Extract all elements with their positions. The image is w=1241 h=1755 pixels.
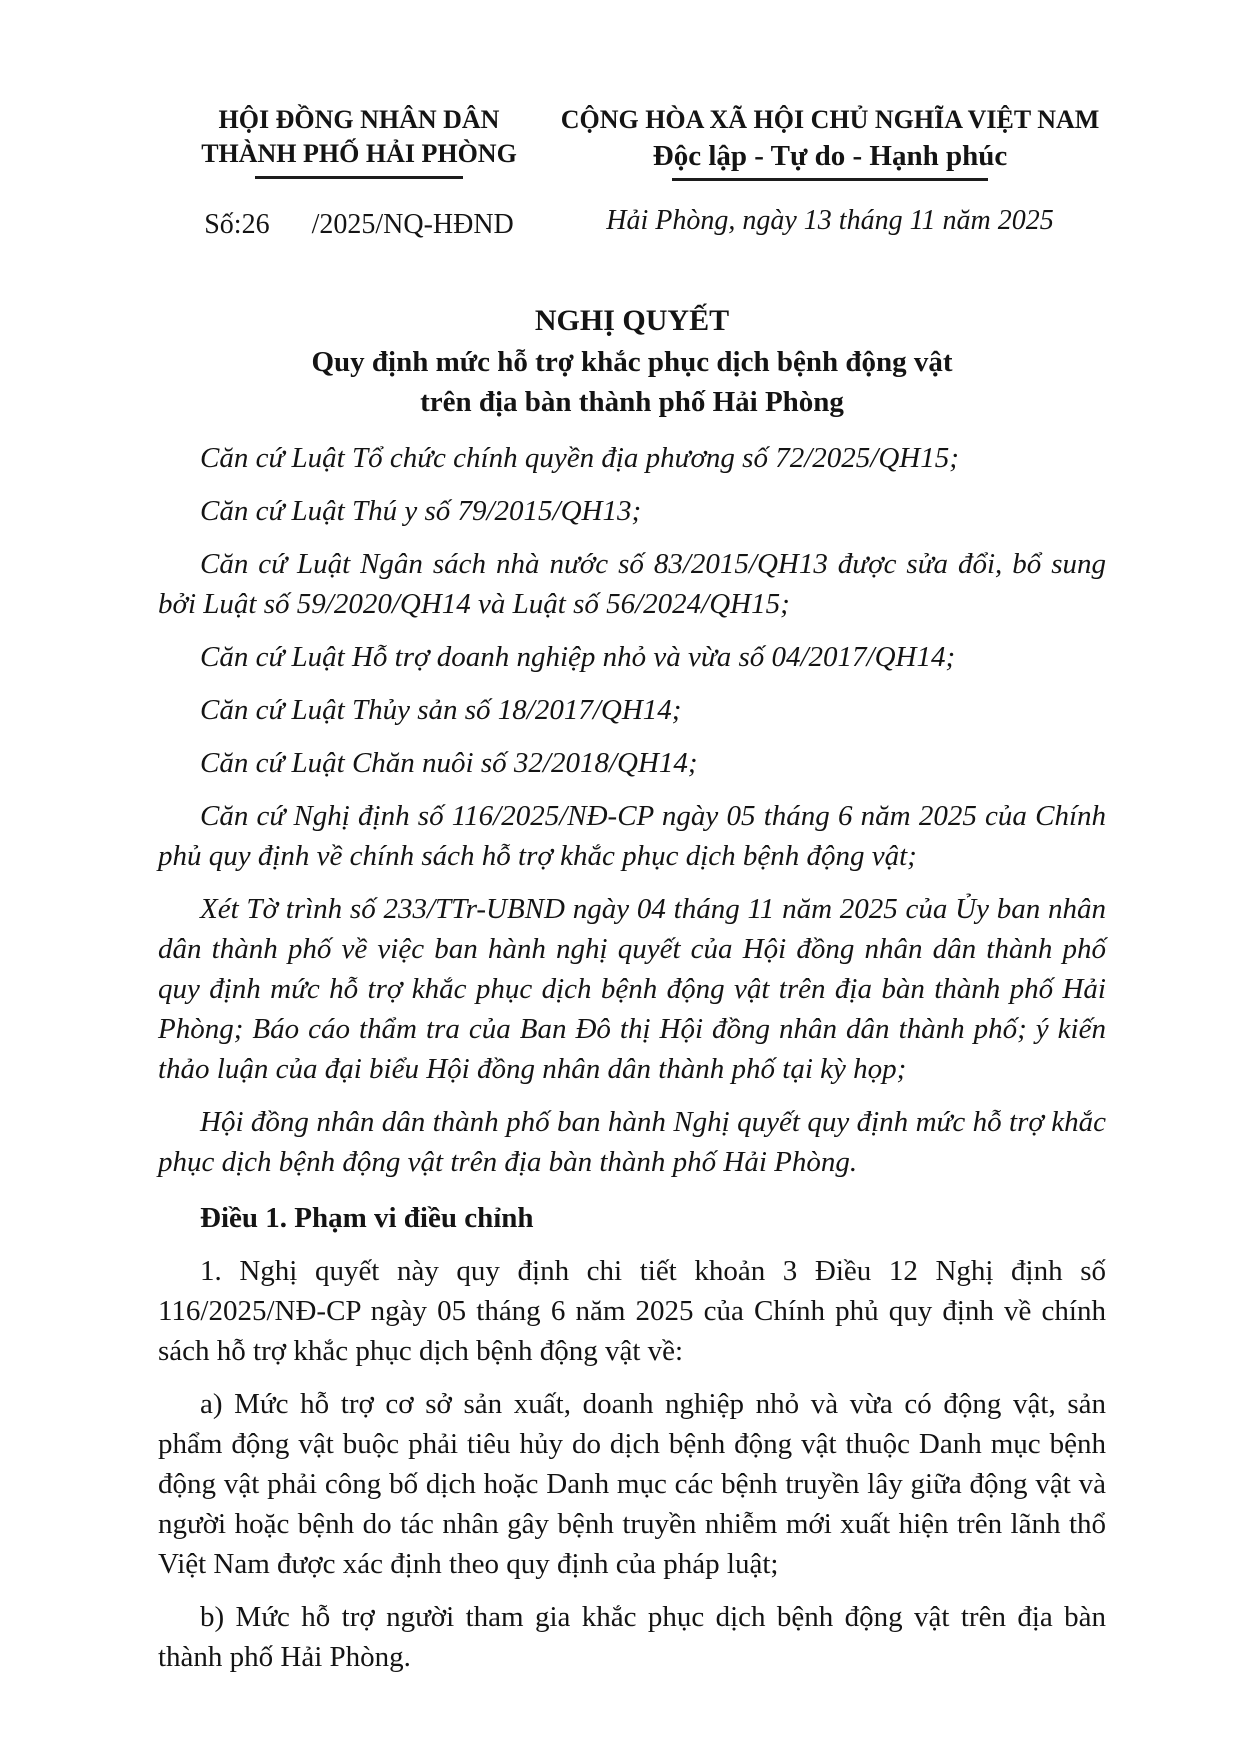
preamble-paragraph: Căn cứ Luật Hỗ trợ doanh nghiệp nhỏ và vừa số 04/2017/QH14; xyxy=(200,641,956,673)
issuer-block xyxy=(158,103,560,244)
document-type-heading: NGHỊ QUYẾT xyxy=(534,304,730,337)
republic-name: CỘNG HÒA XÃ HỘI CHỦ NGHĨA VIỆT NAM xyxy=(560,105,1100,134)
preamble-paragraph: Căn cứ Luật Thú y số 79/2015/QH13; xyxy=(200,495,642,527)
document-number xyxy=(158,206,560,244)
issuer-underline xyxy=(255,176,463,179)
republic-block xyxy=(560,103,1100,240)
preamble-paragraph: Căn cứ Nghị định số 116/2025/NĐ-CP ngày 05 tháng 6 năm 2025 của Chính phủ quy định về chính sách hỗ trợ khắc phục dịch bệnh động vật; xyxy=(158,800,1106,872)
body-section xyxy=(158,1198,1106,1677)
document-title-line1: Quy định mức hỗ trợ khắc phục dịch bệnh động vật xyxy=(311,346,953,378)
document-number-label: Số: xyxy=(204,209,242,240)
preamble-section xyxy=(158,438,1106,1182)
preamble-paragraph: Xét Tờ trình số 233/TTr-UBND ngày 04 tháng 11 năm 2025 của Ủy ban nhân dân thành phố về việc ban hành nghị quyết của Hội đồng nhân dân thành phố quy định mức hỗ trợ khắc phục dịch bệnh động vật trên địa bàn thành phố Hải Phòng; Báo cáo thẩm tra của Ban Đô thị Hội đồng nhân dân thành phố; ý kiến thảo luận của đại biểu Hội đồng nhân dân thành phố tại kỳ họp; xyxy=(158,893,1106,1085)
document-title-line2: trên địa bàn thành phố Hải Phòng xyxy=(420,386,844,418)
motto-underline xyxy=(672,178,988,181)
point-b-paragraph: b) Mức hỗ trợ người tham gia khắc phục dịch bệnh động vật trên địa bàn thành phố Hải Phòng. xyxy=(158,1601,1106,1673)
preamble-paragraph: Căn cứ Luật Chăn nuôi số 32/2018/QH14; xyxy=(200,747,698,779)
national-header xyxy=(158,103,1106,244)
document-number-value: 26 xyxy=(241,209,270,240)
preamble-paragraph: Hội đồng nhân dân thành phố ban hành Nghị quyết quy định mức hỗ trợ khắc phục dịch bệnh động vật trên địa bàn thành phố Hải Phòng. xyxy=(158,1106,1106,1178)
article-1-heading: Điều 1. Phạm vi điều chỉnh xyxy=(200,1202,534,1234)
clause-1-paragraph: 1. Nghị quyết này quy định chi tiết khoản 3 Điều 12 Nghị định số 116/2025/NĐ-CP ngày 05 tháng 6 năm 2025 của Chính phủ quy định về chính sách hỗ trợ khắc phục dịch bệnh động vật về: xyxy=(158,1255,1106,1367)
issuer-line2: THÀNH PHỐ HẢI PHÒNG xyxy=(201,139,517,168)
preamble-paragraph: Căn cứ Luật Ngân sách nhà nước số 83/2015/QH13 được sửa đổi, bổ sung bởi Luật số 59/2020/QH14 và Luật số 56/2024/QH15; xyxy=(158,548,1106,620)
republic-motto: Độc lập - Tự do - Hạnh phúc xyxy=(652,140,1008,172)
issuer-line1: HỘI ĐỒNG NHÂN DÂN xyxy=(218,105,500,134)
point-a-paragraph: a) Mức hỗ trợ cơ sở sản xuất, doanh nghiệp nhỏ và vừa có động vật, sản phẩm động vật buộc phải tiêu hủy do dịch bệnh động vật thuộc Danh mục bệnh động vật phải công bố dịch hoặc Danh mục các bệnh truyền lây giữa động vật và người hoặc bệnh do tác nhân gây bệnh truyền nhiễm mới xuất hiện trên lãnh thổ Việt Nam được xác định theo quy định của pháp luật; xyxy=(158,1388,1106,1580)
place-date-line: Hải Phòng, ngày 13 tháng 11 năm 2025 xyxy=(606,205,1054,236)
preamble-paragraph: Căn cứ Luật Tổ chức chính quyền địa phương số 72/2025/QH15; xyxy=(200,442,959,474)
title-block xyxy=(158,300,1106,422)
preamble-paragraph: Căn cứ Luật Thủy sản số 18/2017/QH14; xyxy=(200,694,682,726)
document-number-suffix: /2025/NQ-HĐND xyxy=(311,209,514,240)
